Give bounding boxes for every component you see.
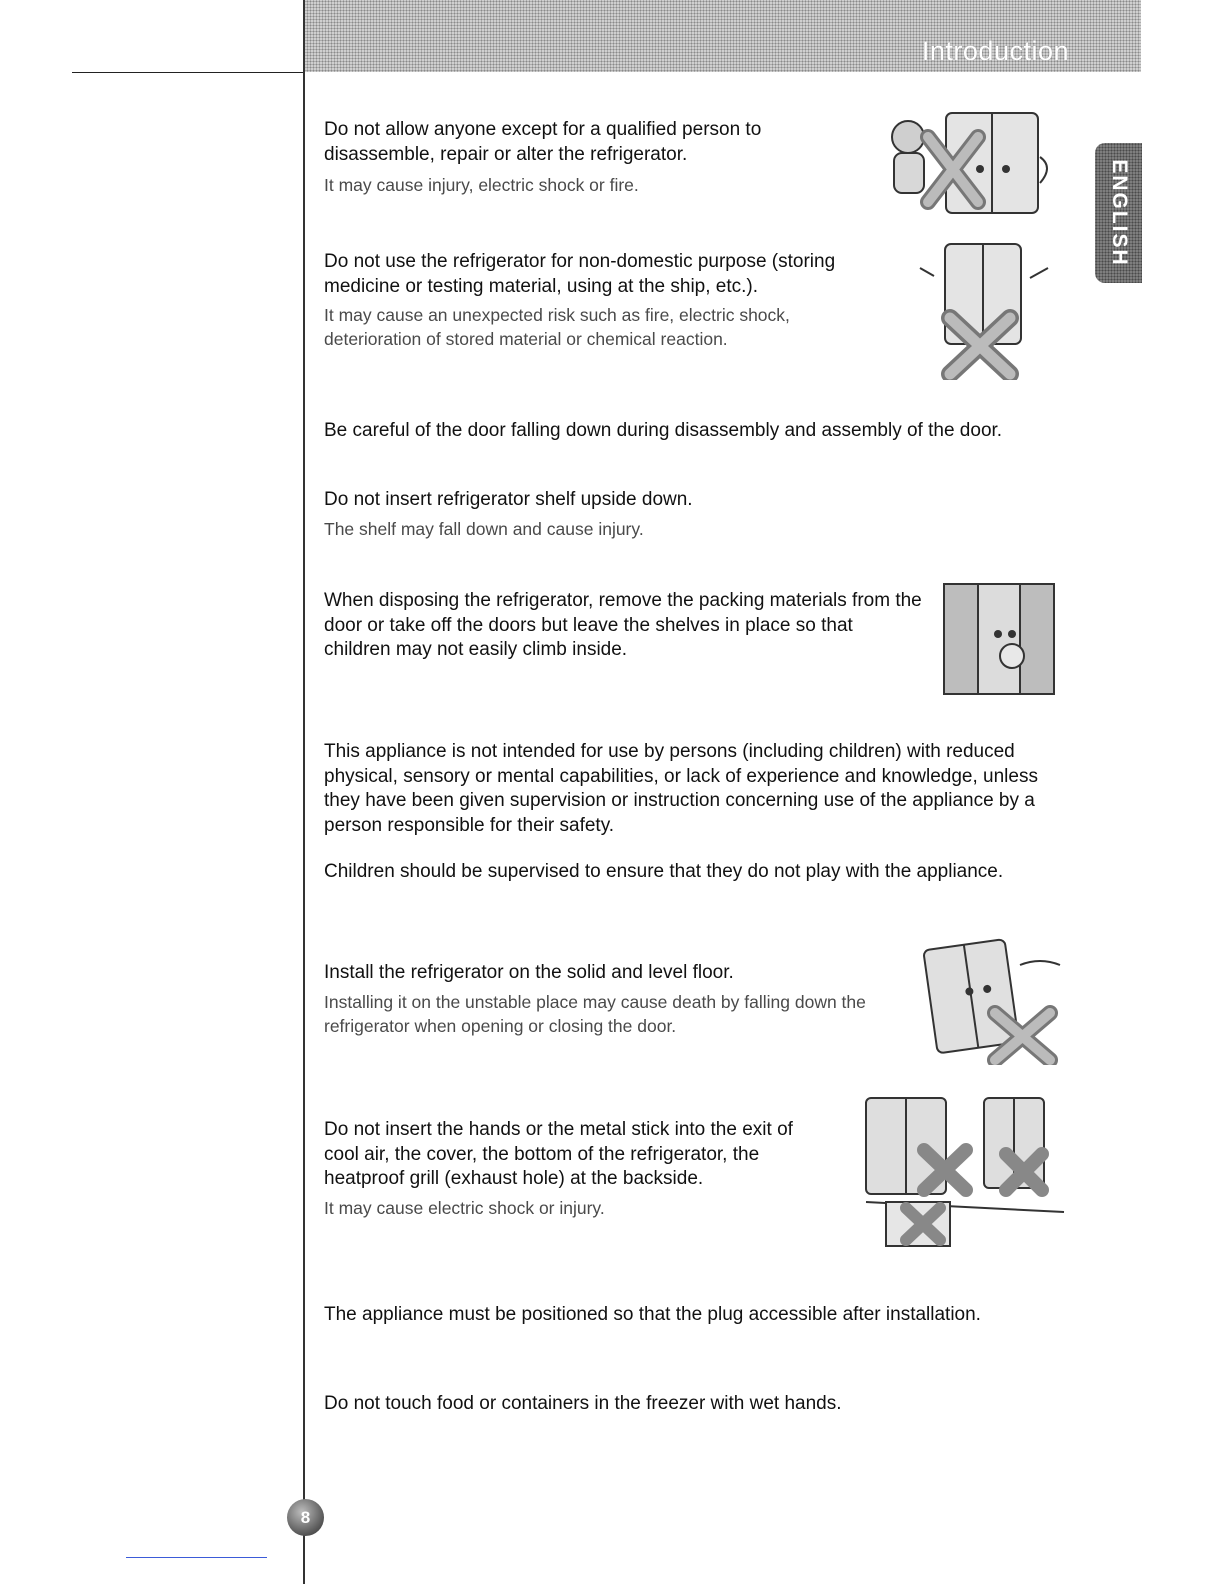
- warning-item-hands-metal-stick: [324, 1118, 824, 1220]
- warning-item-plug-accessible: [324, 1303, 1084, 1328]
- warning-text: Be careful of the door falling down during disassembly and assembly of the door.: [324, 420, 1003, 441]
- warning-text: This appliance is not intended for use by persons (including children) with reduced physical, sensory or mental capabilities, or lack of experience and knowledge, unless they have been given supervision or instruction concerning use of the appliance by a person responsible for their safety.: [324, 741, 1038, 836]
- page-number-badge: 8: [287, 1499, 324, 1536]
- illustration-level-floor-warning: [900, 935, 1070, 1065]
- warning-text: Do not insert the hands or the metal stick into the exit of cool air, the cover, the bottom of the refrigerator, the heatproof grill (exhaust hole) at the backside.: [324, 1119, 793, 1189]
- warning-item-reduced-capabilities: [324, 740, 1054, 838]
- warning-text: Do not insert refrigerator shelf upside down.: [324, 489, 693, 510]
- section-header-bar: [303, 0, 1141, 72]
- warning-item-door-falling: [324, 419, 1064, 444]
- warning-text: Children should be supervised to ensure that they do not play with the appliance.: [324, 861, 1004, 882]
- illustration-repair-warning: [868, 107, 1063, 219]
- section-title: Introduction: [921, 36, 1069, 66]
- warning-item-disposal: [324, 589, 924, 663]
- illustration-disposal-warning: [940, 580, 1058, 698]
- warning-text: Do not touch food or containers in the freezer with wet hands.: [324, 1393, 842, 1414]
- warning-text: When disposing the refrigerator, remove the packing materials from the door or take off the doors but leave the shelves in place so that children may not easily climb inside.: [324, 590, 922, 660]
- vertical-margin-rule: [303, 0, 305, 1584]
- warning-item-children-supervision: [324, 860, 1064, 885]
- warning-item-non-domestic: [324, 250, 844, 351]
- footer-underline: [126, 1557, 267, 1558]
- warning-item-wet-hands: [324, 1392, 1064, 1417]
- warning-note: It may cause electric shock or injury.: [324, 1197, 605, 1218]
- language-label: ENGLISH: [1107, 159, 1131, 267]
- warning-note: Installing it on the unstable place may cause death by falling down the refrigerator when opening or closing the door.: [324, 991, 866, 1036]
- warning-item-shelf: [324, 488, 1064, 541]
- warning-note: It may cause injury, electric shock or fire.: [324, 175, 639, 195]
- warning-text: Do not use the refrigerator for non-domestic purpose (storing medicine or testing material, using at the ship, etc.).: [324, 251, 836, 297]
- warning-text: Install the refrigerator on the solid and level floor.: [324, 962, 734, 983]
- warning-note: The shelf may fall down and cause injury.: [324, 518, 644, 539]
- header-rule: [72, 72, 304, 73]
- illustration-hands-warning: [836, 1090, 1066, 1250]
- language-tab: [1095, 143, 1142, 283]
- warning-text: The appliance must be positioned so that the plug accessible after installation.: [324, 1304, 981, 1325]
- illustration-non-domestic-warning: [900, 238, 1060, 380]
- warning-item-level-floor: [324, 961, 894, 1038]
- warning-item-disassemble: [324, 118, 794, 197]
- warning-note: It may cause an unexpected risk such as fire, electric shock, deterioration of stored material or chemical reaction.: [324, 305, 790, 349]
- warning-text: Do not allow anyone except for a qualified person to disassemble, repair or alter the refrigerator.: [324, 119, 762, 165]
